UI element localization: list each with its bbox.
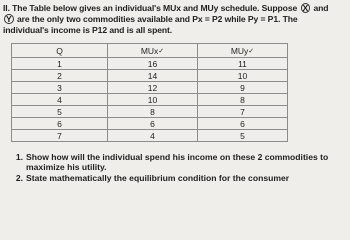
problem-line-1	[3, 3, 345, 14]
question-number: 2.	[15, 173, 23, 183]
table-header-row	[12, 44, 288, 58]
cell-q: 7	[12, 130, 108, 142]
table-row	[12, 70, 288, 82]
cell-mux: 12	[108, 82, 198, 94]
problem-line-3: individual's income is P12 and is all spent.	[3, 25, 173, 35]
utility-schedule-table	[11, 43, 288, 142]
check-mark-icon: ✓	[158, 47, 165, 55]
cell-muy: 6	[198, 118, 288, 130]
cell-muy: 10	[198, 70, 288, 82]
problem-line-2	[3, 14, 345, 25]
header-mux	[108, 44, 198, 58]
cell-muy: 11	[198, 58, 288, 70]
cell-mux: 4	[108, 130, 198, 142]
cell-q: 2	[12, 70, 108, 82]
table-row	[12, 94, 288, 106]
check-mark-icon: ✓	[248, 47, 255, 55]
question-list	[3, 152, 347, 184]
circled-y: Y	[6, 14, 12, 24]
question-item	[3, 152, 347, 172]
header-mux-label: MUx	[140, 45, 159, 56]
table-row	[12, 130, 288, 142]
problem-text-1: II. The Table below gives an individual's MUx and MUy schedule. Suppose	[3, 3, 298, 13]
table-row	[12, 82, 288, 94]
cell-mux: 6	[108, 118, 198, 130]
header-muy-label: MUy	[230, 45, 249, 56]
cell-muy: 8	[198, 94, 288, 106]
problem-text-1-end: and	[313, 3, 329, 13]
cell-mux: 8	[108, 106, 198, 118]
cell-muy: 5	[198, 130, 288, 142]
cell-q: 4	[12, 94, 108, 106]
cell-muy: 9	[198, 82, 288, 94]
cell-mux: 16	[108, 58, 198, 70]
circled-x: X	[302, 3, 309, 13]
cell-q: 6	[12, 118, 108, 130]
question-text: State mathematically the equilibrium condition for the consumer	[26, 173, 290, 183]
table-row	[12, 118, 288, 130]
header-q: Q	[12, 44, 108, 58]
question-item	[3, 173, 347, 183]
problem-statement	[3, 3, 345, 36]
cell-q: 1	[12, 58, 108, 70]
question-number: 1.	[15, 152, 23, 162]
cell-muy: 7	[198, 106, 288, 118]
cell-mux: 10	[108, 94, 198, 106]
cell-q: 5	[12, 106, 108, 118]
table-row	[12, 106, 288, 118]
problem-text-2: are the only two commodities available and Px = P2 while Py = P1. The	[16, 14, 298, 24]
cell-mux: 14	[108, 70, 198, 82]
header-muy	[198, 44, 288, 58]
cell-q: 3	[12, 82, 108, 94]
table-row	[12, 58, 288, 70]
question-text: Show how will the individual spend his income on these 2 commodities to maximize his utility.	[26, 152, 329, 172]
